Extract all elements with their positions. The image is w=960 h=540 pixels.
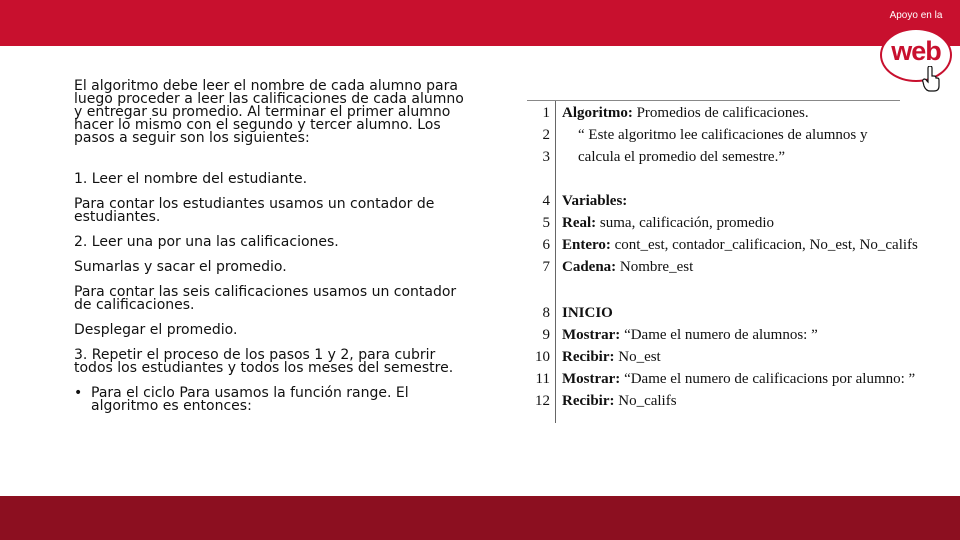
code-line [527,127,900,147]
logo-word: web [891,36,941,66]
code-rest: Promedios de calificaciones. [632,105,809,121]
line-number: 6 [542,237,550,253]
code-text [562,105,809,122]
bullet-item [74,387,474,413]
code-line [527,327,900,347]
code-keyword: Real: [562,215,597,231]
logo-caption: Apoyo en la [889,10,943,21]
code-keyword: Mostrar: [562,327,621,343]
code-text [562,327,818,344]
code-line [527,259,900,279]
step-3: 3. Repetir el proceso de los pasos 1 y 2, para cubrir todos los estudiantes y todos los meses del semestre. [74,347,454,376]
line-number: 8 [542,305,550,321]
line-number: 5 [542,215,550,231]
bottom-banner [0,496,960,540]
code-line [527,371,916,391]
code-rest: Nombre_est [616,259,694,275]
code-rest: “Dame el numero de alumnos: ” [620,327,818,343]
line-number: 11 [535,371,550,387]
step-1: 1. Leer el nombre del estudiante. [74,171,308,187]
code-rest: No_est [614,349,661,365]
code-text [578,149,785,166]
code-line [527,193,900,213]
code-keyword: Recibir: [562,349,615,365]
code-keyword: Cadena: [562,259,617,275]
pointer-hand-icon [922,66,940,92]
line-number: 4 [542,193,550,209]
code-keyword: INICIO [562,305,613,321]
line-number: 9 [542,327,550,343]
step-2: 2. Leer una por una las calificaciones. [74,234,339,250]
code-line [527,149,900,169]
intro-paragraph: El algoritmo debe leer el nombre de cada alumno para luego proceder a leer las calificaciones de cada alumno y entregar su promedio. Al terminar el primer alumno hacer lo mismo con el segundo y tercer alumno. Los pasos a seguir son los siguientes: [74,78,464,146]
code-rest: “Dame el numero de calificacions por alumno: ” [620,371,916,387]
line-number: 2 [542,127,550,143]
code-keyword: Variables: [562,193,628,209]
code-text [562,371,915,388]
line-number: 3 [542,149,550,165]
code-keyword: Entero: [562,237,611,253]
code-line [527,215,900,235]
code-rest: cont_est, contador_calificacion, No_est, No_califs [610,237,918,253]
code-text [562,349,661,366]
code-rest: suma, calificación, promedio [596,215,775,231]
code-text [562,305,613,322]
code-text [578,127,867,144]
code-line [527,237,918,257]
code-line [527,393,900,413]
algorithm-listing [527,100,918,423]
top-banner [0,0,960,46]
code-line [527,105,900,125]
bullet-text: Para el ciclo Para usamos la función range. El algoritmo es entonces: [91,385,409,414]
code-text [562,259,693,276]
step-2-counter: Para contar las seis calificaciones usamos un contador de calificaciones. [74,284,457,313]
code-text [562,193,627,210]
explanation-text [74,80,474,413]
code-keyword: Algoritmo: [562,105,633,121]
code-text [562,215,774,232]
code-keyword: Mostrar: [562,371,621,387]
step-2-detail: Sumarlas y sacar el promedio. [74,259,287,275]
line-number: 1 [542,105,550,121]
step-1-detail: Para contar los estudiantes usamos un contador de estudiantes. [74,196,435,225]
code-rest: No_califs [614,393,677,409]
code-text [562,393,677,410]
line-number: 10 [535,349,550,365]
step-2-display: Desplegar el promedio. [74,322,238,338]
line-number: 7 [542,259,550,275]
code-line [527,349,900,369]
bullet-dot: • [74,385,83,401]
code-text [562,237,918,254]
apoyo-web-logo [872,6,960,96]
code-rest: calcula el promedio del semestre.” [578,149,785,165]
code-line [527,305,900,325]
code-rest: “ Este algoritmo lee calificaciones de alumnos y [578,127,868,143]
line-number: 12 [535,393,550,409]
code-keyword: Recibir: [562,393,615,409]
